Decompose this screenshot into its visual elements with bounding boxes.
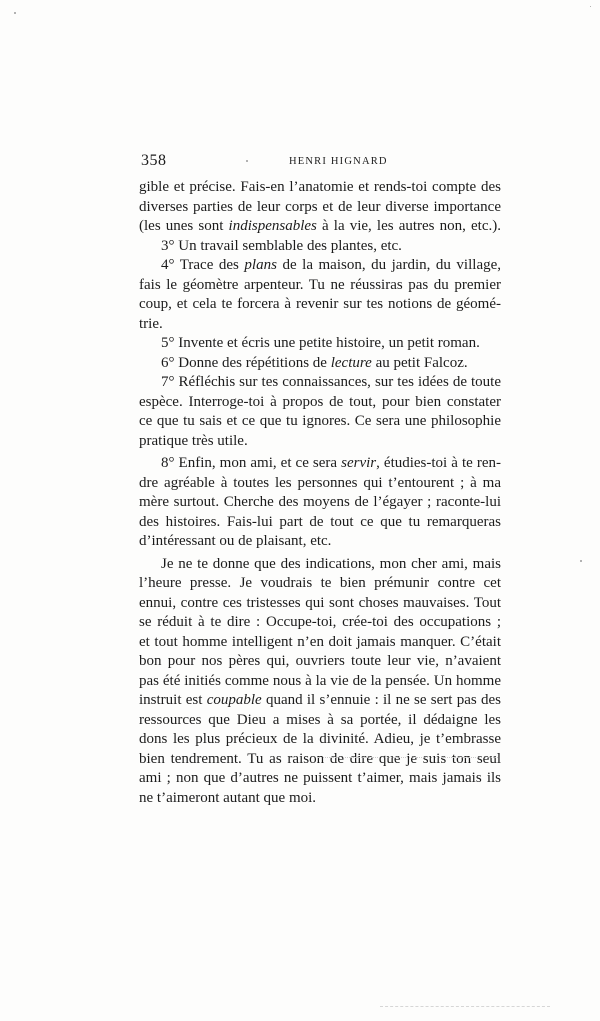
text-line: trie. — [139, 315, 163, 332]
paragraph-item-8 — [139, 454, 501, 552]
text-line: mère surtout. Cherche des moyens de l’égayer ; raconte-lui — [139, 494, 501, 510]
text-line — [139, 691, 501, 711]
text-line: bien tendrement. Tu as raison de dire que je suis ton seul — [139, 750, 501, 767]
text-run: , étudies-toi à te ren- — [376, 455, 501, 471]
paper-speck — [580, 560, 582, 562]
text-line: diverses parties de leur corps et de leur diverse importance — [139, 198, 501, 215]
paragraph-item-5 — [139, 334, 501, 354]
italic-word: lecture — [330, 354, 372, 371]
text-line: espèce. Interroge-toi à propos de tout, pour bien constater — [139, 393, 501, 410]
body-text — [139, 178, 501, 808]
italic-word: plans — [244, 257, 277, 273]
text-line: 5° Invente et écris une petite histoire, un petit roman. — [161, 335, 480, 351]
text-line: gible et précise. Fais-en l’anatomie et rends-toi compte des — [139, 179, 501, 195]
paper-speck — [14, 12, 16, 14]
paragraph-item-6 — [139, 354, 501, 374]
text-line — [139, 217, 501, 237]
paragraph-item-7 — [139, 373, 501, 451]
text-line: ne t’aimeront autant que moi. — [139, 789, 317, 806]
text-line: pas été initiés comme nous à la vie de la pensée. Un homme — [139, 672, 501, 689]
text-run: au petit Falcoz. — [371, 354, 468, 371]
text-line: l’heure presse. Je voudrais te bien prémunir contre cet — [139, 575, 501, 591]
text-line: et tout homme intelligent n’en doit jamais manquer. C’était — [139, 633, 501, 650]
text-line: Je ne te donne que des indications, mon cher ami, mais — [161, 555, 501, 572]
text-line: dons les plus précieux de la divinité. Adieu, je t’embrasse — [139, 731, 501, 747]
text-run: quand il s’ennuie : il ne se sert pas des — [261, 692, 501, 708]
trailing-dotted-rule — [318, 757, 498, 758]
italic-word: servir — [341, 455, 377, 471]
text-line: des histoires. Fais-lui part de tout ce que tu remarqueras — [139, 513, 501, 530]
text-line: coup, et cela te forcera à revenir sur tes notions de géomé- — [139, 296, 501, 312]
text-run: de la maison, du jardin, du village, — [276, 257, 502, 273]
scan-edge-marks — [380, 1006, 550, 1007]
paragraph-closing — [139, 555, 501, 809]
italic-word: indispensables — [228, 218, 317, 234]
text-line: pratique très utile. — [139, 432, 248, 449]
text-line: ami ; non que d’autres ne puissent t’aimer, mais jamais ils — [139, 770, 501, 786]
text-run: à la vie, les autres non, etc.). — [316, 218, 501, 234]
text-run: (les unes sont — [139, 218, 229, 234]
text-run: 6° Donne des répétitions de — [161, 354, 331, 371]
text-line — [139, 256, 501, 276]
paragraph-item-4 — [139, 256, 501, 334]
text-line: d’intéressant ou de plaisant, etc. — [139, 533, 332, 549]
text-line — [139, 454, 501, 474]
text-line: bon pour nos pères qui, ouvriers toute leur vie, n’avaient — [139, 653, 501, 669]
text-line: ce que tu sais et ce que tu ignores. Ce sera une philosophie — [139, 413, 501, 429]
text-line: se réduit à te dire : Occupe-toi, crée-toi des occupations ; — [139, 614, 501, 630]
text-line: ressources que Dieu a mises à sa portée, il dédaigne les — [139, 711, 501, 728]
paragraph-anatomy — [139, 178, 501, 237]
text-line: fais le géomètre arpenteur. Tu ne réussiras pas du premier — [139, 276, 501, 293]
paper-speck — [246, 160, 248, 162]
text-run: 8° Enfin, mon ami, et ce sera — [161, 455, 342, 471]
running-head — [139, 152, 501, 174]
text-run: instruit est — [139, 692, 207, 708]
paragraph-item-3 — [139, 237, 501, 257]
text-line: 3° Un travail semblable des plantes, etc. — [161, 237, 402, 254]
text-line — [139, 354, 501, 374]
running-title-author: HENRI HIGNARD — [289, 156, 388, 167]
text-run: 4° Trace des — [161, 257, 245, 273]
text-line: 7° Réfléchis sur tes connaissances, sur tes idées de toute — [161, 374, 501, 390]
text-line: ennui, contre ces tristesses qui sont choses mauvaises. Tout — [139, 594, 501, 611]
text-line: dre agréable à toutes les personnes qui t’entourent ; à ma — [139, 474, 501, 491]
page-number: 358 — [141, 152, 167, 169]
paper-speck — [590, 6, 591, 7]
italic-word: coupable — [206, 692, 262, 708]
